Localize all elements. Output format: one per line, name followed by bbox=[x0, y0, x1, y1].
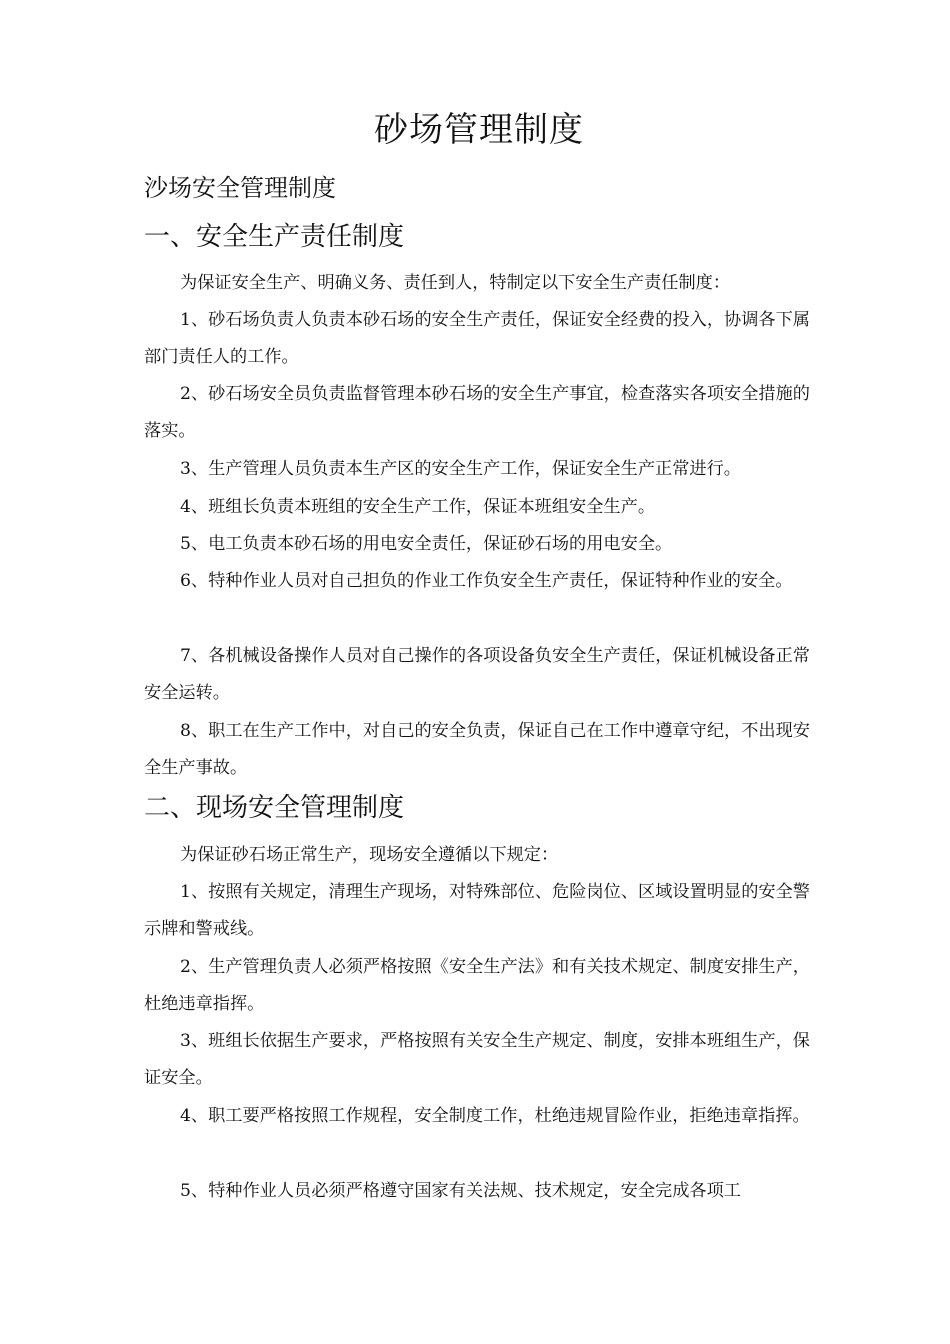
paragraph: 8、职工在生产工作中，对自己的安全负责，保证自己在工作中遵章守纪，不出现安全生产事故。 bbox=[144, 721, 810, 778]
section-heading-2: 二、现场安全管理制度 bbox=[144, 793, 405, 823]
paragraph: 3、生产管理人员负责本生产区的安全生产工作，保证安全生产正常进行。 bbox=[180, 459, 741, 479]
document-title: 砂场管理制度 bbox=[374, 110, 584, 150]
paragraph: 为保证砂石场正常生产，现场安全遵循以下规定： bbox=[180, 845, 559, 865]
document-subtitle: 沙场安全管理制度 bbox=[144, 174, 336, 202]
paragraph: 为保证安全生产、明确义务、责任到人，特制定以下安全生产责任制度： bbox=[180, 273, 731, 293]
paragraph: 5、电工负责本砂石场的用电安全责任，保证砂石场的用电安全。 bbox=[180, 534, 673, 554]
paragraph: 4、职工要严格按照工作规程，安全制度工作，杜绝违规冒险作业，拒绝违章指挥。 bbox=[180, 1106, 810, 1126]
paragraph: 6、特种作业人员对自己担负的作业工作负安全生产责任，保证特种作业的安全。 bbox=[180, 571, 793, 591]
paragraph: 5、特种作业人员必须严格遵守国家有关法规、技术规定，安全完成各项工 bbox=[180, 1181, 741, 1201]
paragraph: 1、砂石场负责人负责本砂石场的安全生产责任，保证安全经费的投入，协调各下属部门责任人的工作。 bbox=[144, 310, 810, 367]
paragraph: 1、按照有关规定，清理生产现场，对特殊部位、危险岗位、区域设置明显的安全警示牌和警戒线。 bbox=[144, 882, 810, 939]
paragraph: 3、班组长依据生产要求，严格按照有关安全生产规定、制度，安排本班组生产，保证安全。 bbox=[144, 1031, 810, 1088]
paragraph: 7、各机械设备操作人员对自己操作的各项设备负安全生产责任，保证机械设备正常安全运转。 bbox=[144, 646, 810, 703]
paragraph: 4、班组长负责本班组的安全生产工作，保证本班组安全生产。 bbox=[180, 497, 656, 517]
paragraph: 2、生产管理负责人必须严格按照《安全生产法》和有关技术规定、制度安排生产，杜绝违章指挥。 bbox=[144, 957, 810, 1014]
paragraph: 2、砂石场安全员负责监督管理本砂石场的安全生产事宜，检查落实各项安全措施的落实。 bbox=[144, 384, 810, 441]
section-heading-1: 一、安全生产责任制度 bbox=[144, 222, 405, 252]
